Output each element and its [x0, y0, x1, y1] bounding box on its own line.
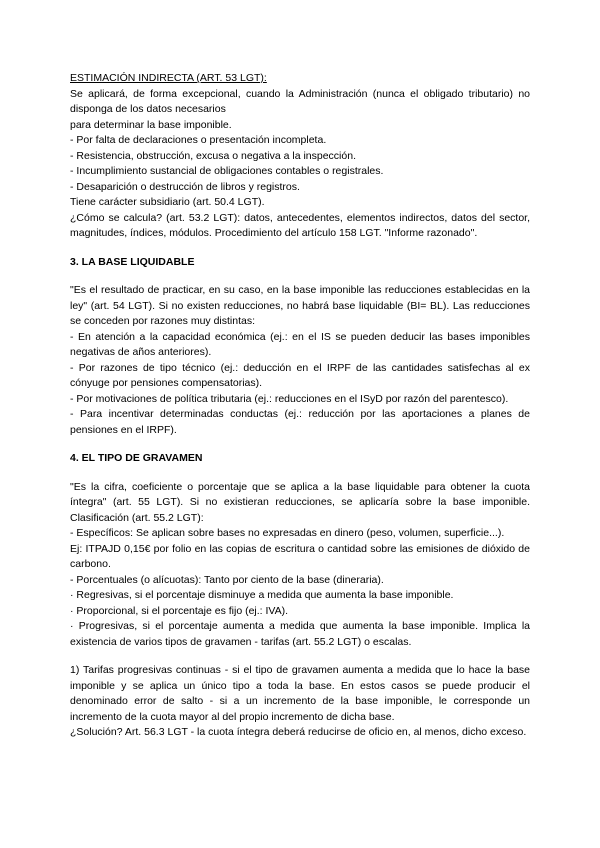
section-base-liquidable	[70, 283, 530, 438]
list-item-progresivas: · Progresivas, si el porcentaje aumenta a medida que aumenta la base imponible. Implica la existencia de varios tipos de gravamen - tarifas (art. 55.2 LGT) o escalas.	[70, 620, 530, 648]
paragraph-caracter-subsidiario: Tiene carácter subsidiario (art. 50.4 LGT).	[70, 196, 265, 208]
list-item-proporcional: · Proporcional, si el porcentaje es fijo (ej.: IVA).	[70, 604, 289, 617]
list-item-falta-declaraciones: - Por falta de declaraciones o presentación incompleta.	[70, 134, 327, 146]
list-item-porcentuales: - Porcentuales (o alícuotas): Tanto por ciento de la base (dineraria).	[70, 573, 384, 586]
list-item-incentivar-conductas: - Para incentivar determinadas conductas (ej.: reducción por las aportaciones a planes de pensiones en el IRPF).	[70, 408, 530, 436]
paragraph-solucion: ¿Solución? Art. 56.3 LGT - la cuota íntegra deberá reducirse de oficio en, al menos, dicho exceso.	[70, 726, 527, 738]
section-tipo-gravamen	[70, 480, 530, 651]
paragraph-tarifas-continuas: 1) Tarifas progresivas continuas - si el tipo de gravamen aumenta a medida que lo hace la base imponible y se aplica un único tipo a toda la base. En estos casos se puede producir el denominado error de salto - si a un incremento de la base imponible, le corresponde un incremento de la cuota mayor al del propio incremento de dicha base.	[70, 664, 530, 723]
section-estimacion-indirecta	[70, 71, 530, 242]
paragraph-definicion-base-liquidable: "Es el resultado de practicar, en su caso, en la base imponible las reducciones establecidas en la ley" (art. 54 LGT). Si no existen reducciones, no habrá base liquidable (BI= BL). Las reducciones se conceden por razones muy distintas:	[70, 284, 530, 327]
list-item-tipo-tecnico: - Por razones de tipo técnico (ej.: deducción en el IRPF de las cantidades satisfechas al ex cónyuge por pensiones compensatorias).	[70, 361, 530, 389]
list-item-especificos: - Específicos: Se aplican sobre bases no expresadas en dinero (peso, volumen, superficie...).	[70, 527, 505, 539]
section-title-estimacion: ESTIMACIÓN INDIRECTA (ART. 53 LGT):	[70, 72, 267, 84]
paragraph-aplicacion: Se aplicará, de forma excepcional, cuando la Administración (nunca el obligado tributario) no disponga de los datos necesarios	[70, 87, 530, 115]
paragraph-como-se-calcula: ¿Cómo se calcula? (art. 53.2 LGT): datos, antecedentes, elementos indirectos, datos del sector, magnitudes, índices, módulos. Procedimiento del artículo 158 LGT. "Informe razonado".	[70, 211, 530, 239]
list-item-politica-tributaria: - Por motivaciones de política tributaria (ej.: reducciones en el ISyD por razón del parentesco).	[70, 392, 509, 405]
list-item-resistencia: - Resistencia, obstrucción, excusa o negativa a la inspección.	[70, 149, 356, 162]
list-item-regresivas: · Regresivas, si el porcentaje disminuye a medida que aumenta la base imponible.	[70, 589, 454, 601]
list-item-desaparicion: - Desaparición o destrucción de libros y registros.	[70, 180, 300, 193]
paragraph-ejemplo-itpajd: Ej: ITPAJD 0,15€ por folio en las copias de escritura o cantidad sobre las emisiones de dióxido de carbono.	[70, 542, 530, 570]
section-tarifas-progresivas	[70, 663, 530, 741]
list-item-capacidad-economica: - En atención a la capacidad económica (ej.: en el IS se pueden deducir las bases imponibles negativas de años anteriores).	[70, 330, 530, 358]
paragraph-definicion-tipo-gravamen: "Es la cifra, coeficiente o porcentaje que se aplica a la base liquidable para obtener la cuota íntegra" (art. 55 LGT). Si no existieran reducciones, se aplicaría sobre la base imponible. Clasificación (art. 55.2 LGT):	[70, 480, 530, 524]
paragraph-determinar-base: para determinar la base imponible.	[70, 118, 232, 131]
heading-base-liquidable: 3. LA BASE LIQUIDABLE	[70, 255, 195, 268]
list-item-incumplimiento: - Incumplimiento sustancial de obligaciones contables o registrales.	[70, 165, 384, 177]
heading-tipo-gravamen: 4. EL TIPO DE GRAVAMEN	[70, 452, 203, 464]
